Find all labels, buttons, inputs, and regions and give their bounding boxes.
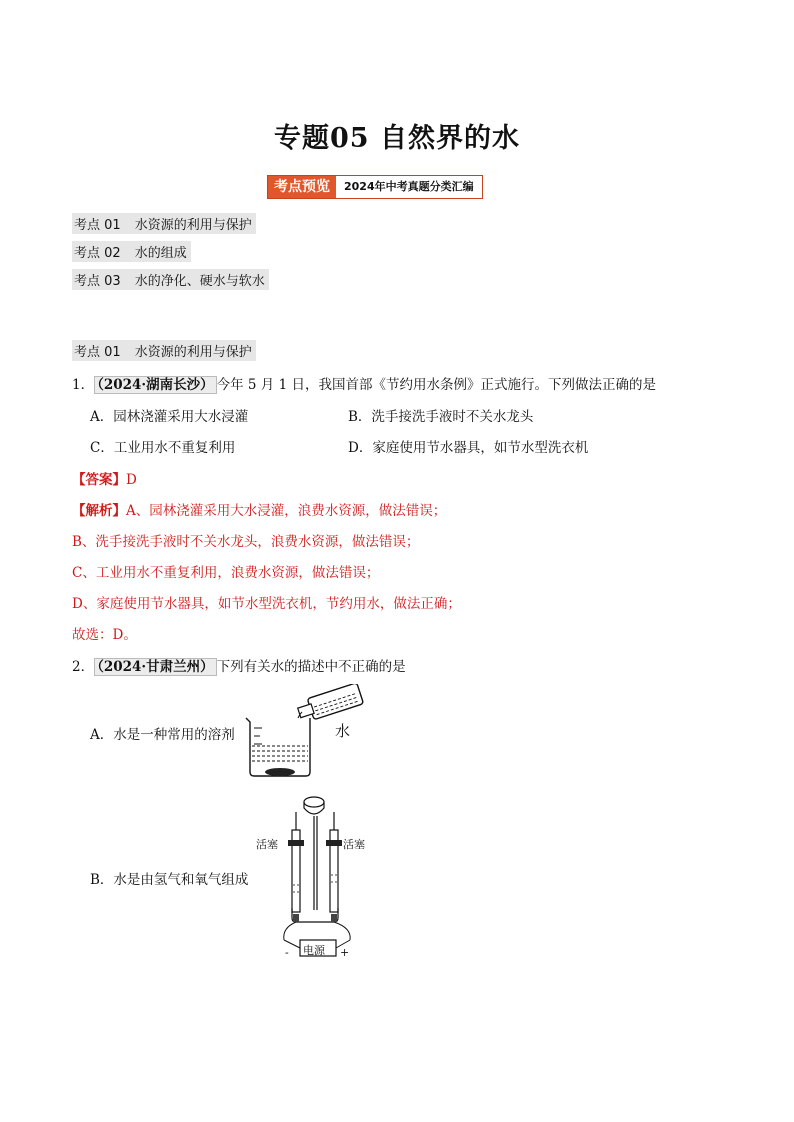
answer-label: 【答案】 bbox=[72, 472, 126, 488]
analysis-text: A、园林浇灌采用大水浸灌，浪费水资源，做法错误； bbox=[126, 503, 447, 519]
toc-code: 考点 02 bbox=[74, 246, 121, 261]
question-source: （2024·湖南长沙） bbox=[94, 376, 217, 394]
answer-line bbox=[72, 468, 137, 488]
electrolysis-figure bbox=[280, 790, 360, 960]
analysis-line-1 bbox=[72, 499, 446, 519]
section-heading bbox=[72, 340, 256, 361]
option-b[interactable]: B．洗手接洗手液时不关水龙头 bbox=[348, 409, 534, 425]
question-number: 1． bbox=[72, 377, 95, 393]
answer-value: D bbox=[126, 472, 137, 488]
analysis-line-3: C、工业用水不重复利用，浪费水资源，做法错误； bbox=[72, 565, 380, 581]
toc-item-2[interactable] bbox=[72, 241, 191, 262]
badge-label: 考点预览 bbox=[268, 176, 336, 198]
analysis-line-4: D、家庭使用节水器具，如节水型洗衣机，节约用水，做法正确； bbox=[72, 596, 461, 612]
toc-item-3[interactable] bbox=[72, 269, 269, 290]
minus-sign: - bbox=[285, 946, 289, 959]
toc-code: 考点 03 bbox=[74, 274, 121, 289]
preview-badge bbox=[267, 175, 483, 199]
toc-code: 考点 01 bbox=[74, 218, 121, 233]
option-a[interactable]: A．水是一种常用的溶剂 bbox=[90, 727, 235, 743]
section-code: 考点 01 bbox=[74, 345, 121, 360]
toc-item-1[interactable] bbox=[72, 213, 256, 234]
analysis-line-2: B、洗手接洗手液时不关水龙头，浪费水资源，做法错误； bbox=[72, 534, 420, 550]
plus-sign: + bbox=[340, 946, 350, 959]
question-1 bbox=[72, 373, 656, 393]
power-label: 电源 bbox=[303, 944, 325, 957]
stopcock-label-right: 活塞 bbox=[343, 838, 365, 851]
option-c[interactable]: C．工业用水不重复利用 bbox=[90, 440, 236, 456]
option-a[interactable]: A．园林浇灌采用大水浸灌 bbox=[90, 409, 249, 425]
stopcock-label-left: 活塞 bbox=[256, 838, 278, 851]
toc-text: 水的组成 bbox=[134, 246, 187, 261]
question-2 bbox=[72, 655, 406, 675]
toc-text: 水资源的利用与保护 bbox=[134, 218, 252, 233]
water-label: 水 bbox=[335, 722, 351, 740]
question-stem: 下列有关水的描述中不正确的是 bbox=[216, 659, 406, 675]
question-source: （2024·甘肃兰州） bbox=[94, 658, 217, 676]
page-title: 专题05 自然界的水 bbox=[274, 123, 520, 154]
question-number: 2． bbox=[72, 659, 95, 675]
option-b[interactable]: B．水是由氢气和氧气组成 bbox=[90, 872, 249, 888]
section-text: 水资源的利用与保护 bbox=[134, 345, 252, 360]
toc-text: 水的净化、硬水与软水 bbox=[134, 274, 265, 289]
badge-subtitle: 2024年中考真题分类汇编 bbox=[336, 176, 482, 198]
analysis-label: 【解析】 bbox=[72, 503, 126, 519]
analysis-line-5: 故选：D。 bbox=[72, 627, 137, 643]
beaker-figure bbox=[240, 684, 370, 780]
option-d[interactable]: D．家庭使用节水器具，如节水型洗衣机 bbox=[348, 440, 589, 456]
question-stem: 今年 5 月 1 日，我国首部《节约用水条例》正式施行。下列做法正确的是 bbox=[216, 377, 656, 393]
